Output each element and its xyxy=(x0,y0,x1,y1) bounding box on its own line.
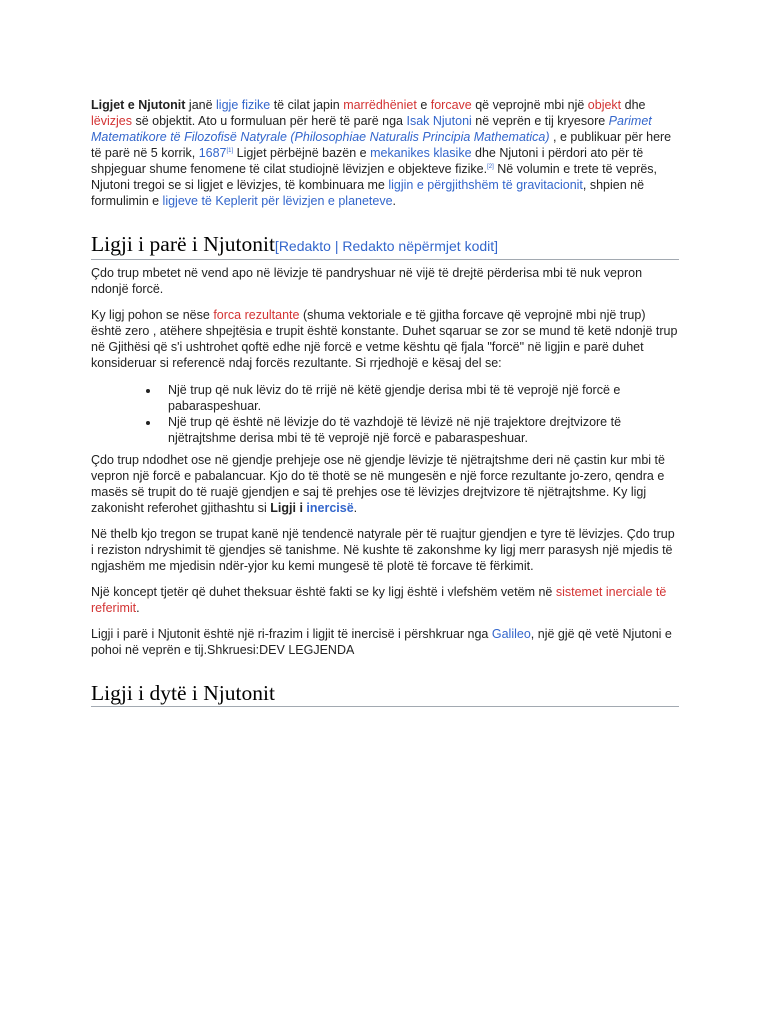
text: e xyxy=(416,98,431,112)
paragraph-4: Në thelb kjo tregon se trupat kanë një tendencë natyrale për të ruajtur gjendjen e tyre të lëvizjes. Çdo trup i reziston ndryshimit të gjendjes së tanishme. Në kushte të zakonshme ky ligj merr parasysh një mjedis të ngjashëm me mjedisin ndër-yjor ku kemi mungesë të plotë të forcave të fërkimit. xyxy=(91,527,675,573)
reference-2[interactable]: [2] xyxy=(487,163,494,170)
edit-source-link[interactable]: Redakto nëpërmjet kodit xyxy=(342,238,495,254)
text: . xyxy=(392,194,397,208)
text: Në volumin e trete të veprës, Njutoni tregoi se si ligjet e lëvizjes, të kombinuara me xyxy=(91,162,658,192)
bullet-list xyxy=(91,382,679,446)
list-item: • Një trup që është në lëvizje do të vazhdojë të lëvizë në një trajektore drejtvizore të njëtrajtshme derisa mbi të të veprojë një forcë e pabaraspeshuar. xyxy=(160,414,679,446)
link-galileo[interactable]: Galileo xyxy=(491,627,531,641)
link-principia[interactable]: Parimet Matematikore të Filozofisë Natyrale (Philosophiae Naturalis Principia Mathematica) xyxy=(91,114,652,144)
link-1687[interactable]: 1687 xyxy=(198,146,227,160)
text: Ligji i parë i Njutonit është një ri-frazim i ligjit të inercisë i përshkruar nga xyxy=(91,627,492,641)
link-inercise[interactable]: inercisë xyxy=(306,501,354,515)
text: Çdo trup ndodhet ose në gjendje prehjeje ose në gjendje lëvizje të njëtrajtshme deri në çastin kur mbi të vepron një forcë e pabalancuar. Kjo do të thotë se në mungesën e një force rezultante jo-zero, qendra e masës së trupit do të ruajë gjendjen e saj të prehjes ose të lëvizjes drejtvizore të njëtrajtshme. Ky ligj zakonisht referohet gjithashtu si xyxy=(91,453,665,515)
text: Ligjet përbëjnë bazën e xyxy=(233,146,371,160)
text: dhe Njutoni i përdori ato për të shpjeguar shume fenomene të cilat studiojnë lëvizjen e objekteve fizike. xyxy=(91,146,644,176)
link-levizjes[interactable]: lëvizjes xyxy=(91,114,132,128)
section-heading-second-law: Ligji i dytë i Njutonit xyxy=(91,680,679,707)
paragraph-1: Çdo trup mbetet në vend apo në lëvizje të pandryshuar në vijë të drejtë përderisa mbi të nuk vepron ndonjë forcë. xyxy=(91,266,643,296)
text: Një koncept tjetër që duhet theksuar është fakti se ky ligj është i vlefshëm vetëm në xyxy=(91,585,556,599)
link-ligje-fizike[interactable]: ligje fizike xyxy=(216,98,271,112)
edit-links xyxy=(275,238,498,254)
link-marredheniet[interactable]: marrëdhëniet xyxy=(343,98,417,112)
text: janë xyxy=(185,98,217,112)
edit-link[interactable]: Redakto xyxy=(278,238,331,254)
link-isak-njutoni[interactable]: Isak Njutoni xyxy=(406,114,472,128)
text: dhe xyxy=(621,98,646,112)
text: së objektit. Ato u formuluan për herë të parë nga xyxy=(132,114,407,128)
intro-title-bold: Ligjet e Njutonit xyxy=(91,98,186,112)
text: , e publikuar për here të parë në 5 korrik, xyxy=(91,130,672,160)
link-forca-rezultante[interactable]: forca rezultante xyxy=(213,308,300,322)
text: që veprojnë mbi një xyxy=(471,98,588,112)
text: të cilat japin xyxy=(270,98,344,112)
intro-paragraph xyxy=(91,97,679,209)
text: . xyxy=(353,501,358,515)
section-heading-first-law xyxy=(91,231,679,260)
text: (shuma vektoriale e të gjitha forcave që veprojnë mbi një trup) është zero , atëhere shpejtësia e trupit është konstante. Duhet sqaruar se zor se mund të ketë ndonjë trup në Gjithësi që s'i ushtrohet qoftë edhe një forcë e vetme kështu që fjala "forcë" në ligjin e parë duhet konsideruar si referencë ndaj forcës rezultante. Si rrjedhojë e kësaj del se: xyxy=(91,308,678,370)
bracket-close: ] xyxy=(494,238,499,254)
text: në veprën e tij kryesore xyxy=(471,114,609,128)
paragraph-5 xyxy=(91,584,679,616)
link-sistemet-inerciale[interactable]: sistemet inerciale të referimit xyxy=(91,585,667,615)
reference-1[interactable]: [1] xyxy=(226,147,234,154)
paragraph-3 xyxy=(91,452,679,516)
text: , një gjë që vetë Njutoni e pohoi në veprën e tij.Shkruesi:DEV LEGJENDA xyxy=(91,627,672,657)
separator: | xyxy=(330,238,343,254)
paragraph-6 xyxy=(91,626,679,658)
text: . xyxy=(136,601,140,615)
link-mekanikes-klasike[interactable]: mekanikes klasike xyxy=(370,146,472,160)
link-forcave[interactable]: forcave xyxy=(430,98,472,112)
link-ligjeve-kepler[interactable]: ligjeve të Keplerit për lëvizjen e planeteve xyxy=(162,194,393,208)
heading-text: Ligji i parë i Njutonit xyxy=(91,232,275,256)
bold-text: Ligji i xyxy=(270,501,307,515)
text: , shpien në formulimin e xyxy=(91,178,645,208)
list-item: • Një trup që nuk lëviz do të rrijë në këtë gjendje derisa mbi të të veprojë një forcë e pabaraspeshuar. xyxy=(160,382,679,414)
paragraph-2 xyxy=(91,307,679,371)
link-objekt[interactable]: objekt xyxy=(587,98,622,112)
bracket-open: [ xyxy=(274,238,279,254)
article-content xyxy=(91,97,679,712)
link-gravitacionit[interactable]: ligjin e përgjithshëm të gravitacionit xyxy=(388,178,583,192)
text: Ky ligj pohon se nëse xyxy=(91,308,214,322)
